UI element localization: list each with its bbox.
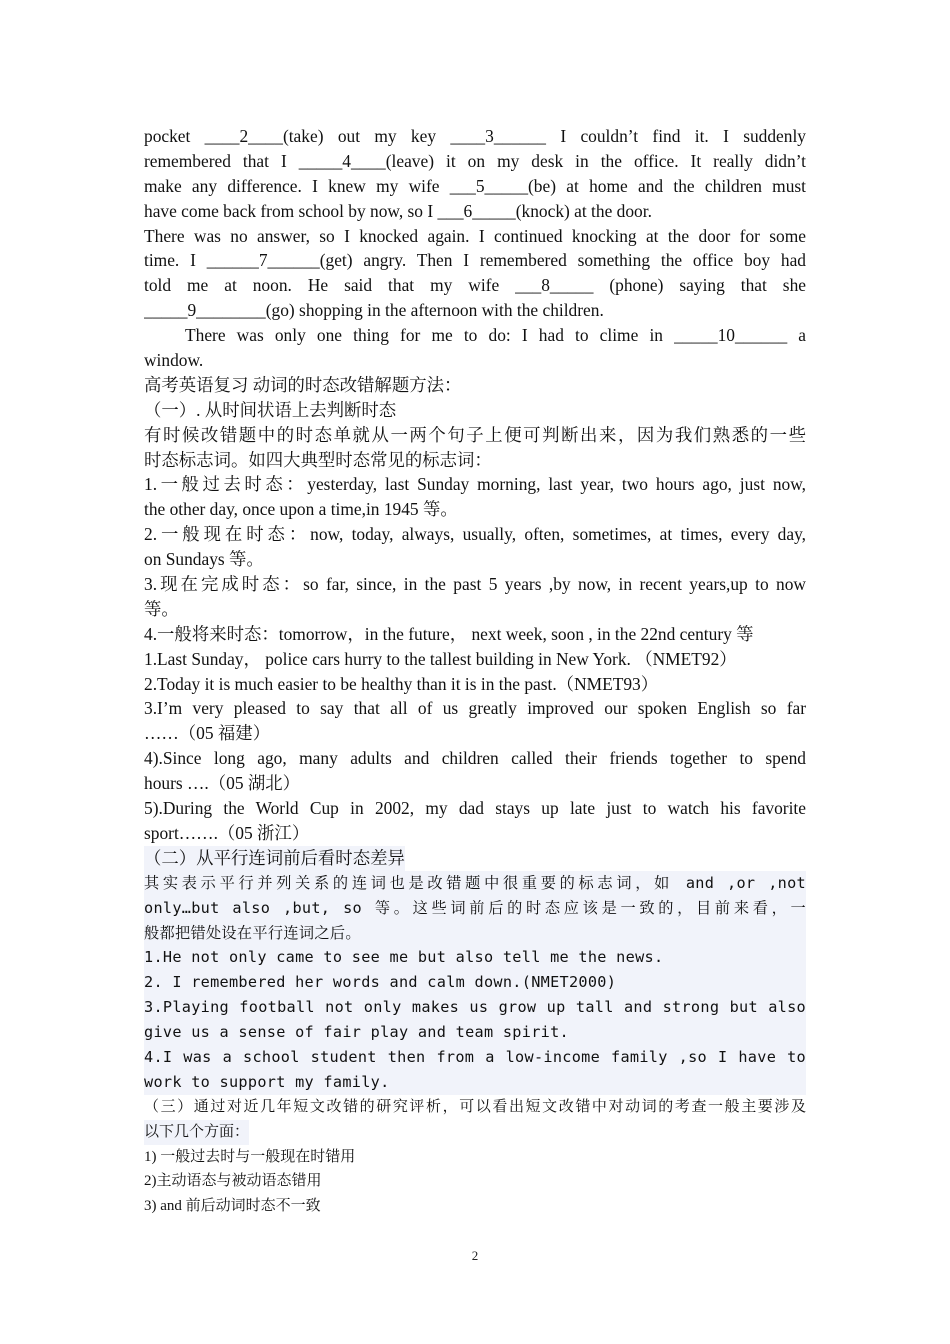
example-sentence: 4.I was a school student then from a low-income family ,so I have to bbox=[144, 1045, 806, 1070]
text-line: make any difference. I knew my wife ___5_____(be) at home and the children must bbox=[144, 175, 806, 196]
text-line: have come back from school by now, so I ___6_____(knock) at the door. bbox=[144, 200, 652, 221]
section-heading: 高考英语复习 动词的时态改错解题方法： bbox=[144, 374, 462, 395]
example-sentence: 3.I’m very pleased to say that all of us greatly improved our spoken English so far bbox=[144, 698, 806, 719]
subsection-heading: （三）通过对近几年短文改错的研究评析，可以看出短文改错中对动词的考查一般主要涉及 bbox=[144, 1098, 806, 1115]
text-line: 等。 bbox=[144, 598, 179, 619]
text-line: time. I ______7______(get) angry. Then I remembered something the office boy had bbox=[144, 250, 806, 271]
text-line: window. bbox=[144, 350, 204, 371]
example-sentence: 5).During the World Cup in 2002, my dad stays up late just to watch his favorite bbox=[144, 798, 806, 819]
subsection-heading bbox=[144, 846, 806, 871]
example-sentence bbox=[144, 1070, 806, 1095]
highlighted-text: give us a sense of fair play and team spirit. bbox=[144, 1023, 569, 1042]
subsection-heading: （一）. 从时间状语上去判断时态 bbox=[144, 399, 397, 420]
text-line: There was only one thing for me to do: I had to clime in _____10______ a bbox=[185, 325, 806, 346]
text-line: remembered that I _____4____(leave) it on my desk in the office. It really didn’t bbox=[144, 150, 806, 171]
example-sentence: 3.Playing football not only makes us grow up tall and strong but also bbox=[144, 995, 806, 1020]
highlighted-text: 般都把错处设在平行连词之后。 bbox=[144, 921, 361, 946]
highlighted-text: 2. I remembered her words and calm down.(NMET2000) bbox=[144, 973, 617, 992]
list-item: 3) and 前后动词时态不一致 bbox=[144, 1198, 321, 1215]
list-item: 2)主动语态与被动语态错用 bbox=[144, 1173, 322, 1190]
highlighted-heading: （二）从平行连词前后看时态差异 bbox=[144, 846, 405, 871]
text-line bbox=[144, 921, 806, 946]
text-line: 4.一般将来时态：tomorrow，in the future， next week, soon , in the 22nd century 等 bbox=[144, 623, 754, 644]
example-sentence: hours ….（05 湖北） bbox=[144, 773, 301, 794]
example-sentence: 1.Last Sunday， police cars hurry to the tallest building in New York. （NMET92） bbox=[144, 648, 737, 669]
example-sentence bbox=[144, 1020, 806, 1045]
text-line: the other day, once upon a time,in 1945 等。 bbox=[144, 499, 458, 520]
text-line: pocket ____2____(take) out my key ____3______ I couldn’t find it. I suddenly bbox=[144, 126, 806, 146]
text-line: _____9________(go) shopping in the afternoon with the children. bbox=[144, 300, 604, 321]
text-line: only…but also ,but, so 等。这些词前后的时态应该是一致的，目前来看，一 bbox=[144, 896, 806, 921]
text-line: 时态标志词。如四大典型时态常见的标志词： bbox=[144, 449, 492, 470]
highlighted-text: work to support my family. bbox=[144, 1072, 390, 1091]
text-line bbox=[144, 1120, 806, 1145]
text-line: 1.一般过去时态：yesterday, last Sunday morning, last year, two hours ago, just now, bbox=[144, 474, 806, 495]
text-line: told me at noon. He said that my wife ___8_____ (phone) saying that she bbox=[144, 275, 806, 296]
example-sentence: sport…….（05 浙江） bbox=[144, 822, 310, 843]
example-sentence bbox=[144, 945, 806, 970]
example-sentence: 2.Today it is much easier to be healthy than it is in the past.（NMET93） bbox=[144, 673, 659, 694]
example-sentence: 4).Since long ago, many adults and children called their friends together to spend bbox=[144, 748, 806, 769]
list-item: 1) 一般过去时与一般现在时错用 bbox=[144, 1148, 356, 1165]
highlighted-text: 1.He not only came to see me but also tell me the news. bbox=[144, 948, 664, 967]
page-body bbox=[144, 124, 806, 1219]
example-sentence: ……（05 福建） bbox=[144, 723, 271, 744]
text-line: 有时候改错题中的时态单就从一两个句子上便可判断出来，因为我们熟悉的一些 bbox=[144, 424, 806, 445]
text-line: There was no answer, so I knocked again. I continued knocking at the door for some bbox=[144, 225, 806, 246]
highlighted-text: 以下几个方面： bbox=[144, 1120, 249, 1145]
text-line: 其实表示平行并列关系的连词也是改错题中很重要的标志词，如 and ,or ,not bbox=[144, 871, 806, 896]
page-number: 2 bbox=[471, 1248, 479, 1263]
text-line: on Sundays 等。 bbox=[144, 549, 264, 570]
example-sentence bbox=[144, 970, 806, 995]
text-line: 3.现在完成时态：so far, since, in the past 5 years ,by now, in recent years,up to now bbox=[144, 574, 806, 595]
text-line: 2.一般现在时态：now, today, always, usually, often, sometimes, at times, every day, bbox=[144, 524, 806, 545]
